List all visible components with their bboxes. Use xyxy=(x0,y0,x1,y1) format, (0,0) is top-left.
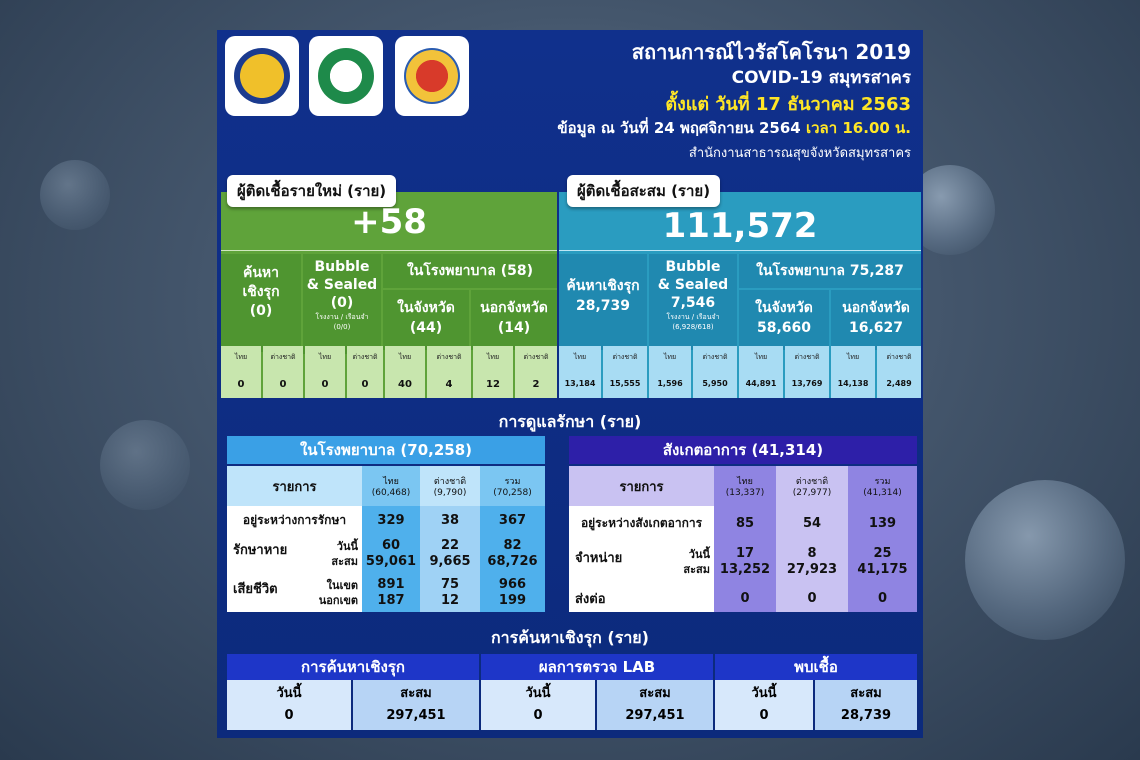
row3-in: 891 xyxy=(377,577,405,592)
row2-today: 22 xyxy=(440,538,460,553)
row3-in: 75 xyxy=(440,577,460,592)
new-in-province-value: (44) xyxy=(409,320,443,336)
cum-active-cell xyxy=(559,254,647,350)
header-subtitle: COVID-19 สมุทรสาคร xyxy=(731,68,911,88)
breakdown-value: 2,489 xyxy=(886,379,912,388)
new-breakdown-cell xyxy=(221,346,261,398)
observe-col-total xyxy=(848,466,917,506)
new-breakdown-cell xyxy=(305,346,345,398)
proactive-today-cell xyxy=(481,680,595,730)
col-foreign-label: ต่างชาติ xyxy=(795,477,829,487)
hospital-row3-total xyxy=(480,574,545,612)
hospital-col-item: รายการ xyxy=(227,466,362,506)
new-cases-label: ผู้ติดเชื้อรายใหม่ (ราย) xyxy=(227,175,396,207)
hospital-care-table xyxy=(227,466,545,612)
observe-care-title: สังเกตอาการ (41,314) xyxy=(569,436,917,464)
cum-bubble-cell xyxy=(649,254,737,350)
today-value: 0 xyxy=(284,708,294,723)
new-bubble-label1: Bubble xyxy=(314,259,370,275)
col-thai-label: ไทย xyxy=(383,477,399,487)
cum-breakdown-cell xyxy=(559,346,601,398)
ministry-of-public-health-icon xyxy=(318,48,374,104)
row2-today: 25 xyxy=(873,546,892,561)
proactive-group-2 xyxy=(715,654,917,730)
row2-sub1: วันนี้ xyxy=(336,540,358,553)
new-breakdown-cell xyxy=(473,346,513,398)
proactive-group-title: ผลการตรวจ LAB xyxy=(481,654,713,680)
samut-sakhon-ship-icon xyxy=(404,48,460,104)
hospital-col-thai xyxy=(362,466,420,506)
hospital-row1-thai: 329 xyxy=(362,506,420,534)
new-in-province-cell xyxy=(383,290,469,350)
breakdown-value: 0 xyxy=(321,379,329,390)
logo-ministry xyxy=(309,36,383,116)
new-bubble-cell xyxy=(303,254,381,354)
new-active-cell xyxy=(221,254,301,352)
infographic-panel xyxy=(217,30,923,738)
col-thai-sub: (13,337) xyxy=(725,488,765,498)
breakdown-value: 0 xyxy=(237,379,245,390)
col-thai-sub: (60,468) xyxy=(371,488,411,498)
data-time-text: เวลา 16.00 น. xyxy=(805,119,911,137)
breakdown-value: 44,891 xyxy=(745,379,777,388)
provincial-seal-icon xyxy=(234,48,290,104)
proactive-today-cell xyxy=(227,680,351,730)
hospital-care-title: ในโรงพยาบาล (70,258) xyxy=(227,436,545,464)
new-bubble-value: (0) xyxy=(330,295,354,311)
observe-care-table xyxy=(569,466,917,612)
breakdown-value: 13,769 xyxy=(791,379,823,388)
breakdown-label: ต่างชาติ xyxy=(352,353,378,361)
new-out-province-cell xyxy=(471,290,557,350)
new-out-province-label: นอกจังหวัด xyxy=(480,300,548,316)
today-value: 0 xyxy=(533,708,543,723)
breakdown-label: ต่างชาติ xyxy=(612,353,638,361)
breakdown-label: ต่างชาติ xyxy=(794,353,820,361)
cum-breakdown-cell xyxy=(649,346,691,398)
breakdown-value: 15,555 xyxy=(609,379,641,388)
proactive-today-cell xyxy=(715,680,813,730)
today-label: วันนี้ xyxy=(525,686,551,701)
observe-row2-total xyxy=(848,540,917,584)
cum-value: 297,451 xyxy=(625,708,685,723)
breakdown-value: 2 xyxy=(532,379,540,390)
breakdown-label: ไทย xyxy=(234,353,248,361)
cum-active-value: 28,739 xyxy=(575,298,631,314)
cum-out-province-value: 16,627 xyxy=(848,320,904,336)
cum-value: 28,739 xyxy=(840,708,892,723)
breakdown-label: ต่างชาติ xyxy=(523,353,549,361)
hospital-row3-label xyxy=(227,574,362,612)
cum-out-province-cell xyxy=(831,290,921,350)
row3-out: 187 xyxy=(377,593,405,608)
hospital-row2-label xyxy=(227,534,362,574)
new-breakdown-cell xyxy=(515,346,557,398)
row3-sub1: ในเขต xyxy=(326,579,358,592)
row2-cum: 9,665 xyxy=(429,554,471,569)
cum-breakdown-cell xyxy=(693,346,737,398)
row2-today: 8 xyxy=(807,546,817,561)
row2-sub2: สะสม xyxy=(683,563,710,576)
cumulative-divider xyxy=(559,250,921,251)
hospital-row2-total xyxy=(480,534,545,574)
breakdown-label: ไทย xyxy=(754,353,768,361)
observe-row1-thai: 85 xyxy=(714,506,776,540)
col-foreign-label: ต่างชาติ xyxy=(433,477,467,487)
observe-row1-total: 139 xyxy=(848,506,917,540)
hospital-row1-foreign: 38 xyxy=(420,506,480,534)
cum-bubble-sub: โรงงาน / เรือนจำ xyxy=(666,313,720,321)
hospital-row3-thai xyxy=(362,574,420,612)
cum-breakdown-cell xyxy=(877,346,921,398)
breakdown-label: ไทย xyxy=(663,353,677,361)
new-hospital-header: ในโรงพยาบาล (58) xyxy=(383,254,557,288)
cum-breakdown-cell xyxy=(785,346,829,398)
cum-bubble-value: 7,546 xyxy=(670,295,716,311)
breakdown-label: ไทย xyxy=(486,353,500,361)
logo-provincial-seal xyxy=(225,36,299,116)
new-active-value: (0) xyxy=(249,303,273,319)
breakdown-value: 0 xyxy=(279,379,287,390)
breakdown-label: ไทย xyxy=(398,353,412,361)
col-thai-label: ไทย xyxy=(737,477,753,487)
hospital-row1-label: อยู่ระหว่างการรักษา xyxy=(227,506,362,534)
proactive-group-1 xyxy=(481,654,713,730)
observe-row3-foreign: 0 xyxy=(776,584,848,612)
breakdown-value: 13,184 xyxy=(564,379,596,388)
col-total-sub: (41,314) xyxy=(863,488,902,498)
cum-in-province-cell xyxy=(739,290,829,350)
row2-main-label: รักษาหาย xyxy=(233,543,288,558)
cum-breakdown-cell xyxy=(603,346,647,398)
cum-bubble-sub-value: (6,928/618) xyxy=(672,323,714,331)
new-in-province-label: ในจังหวัด xyxy=(397,300,455,316)
row2-today: 60 xyxy=(381,538,401,553)
breakdown-value: 4 xyxy=(445,379,453,390)
row2-today: 82 xyxy=(503,538,522,553)
row2-cum: 68,726 xyxy=(487,554,538,569)
col-total-label: รวม xyxy=(874,477,891,487)
breakdown-label: ต่างชาติ xyxy=(702,353,728,361)
cum-label: สะสม xyxy=(400,686,432,701)
new-breakdown-cell xyxy=(427,346,471,398)
breakdown-value: 40 xyxy=(398,379,412,390)
cum-value: 297,451 xyxy=(386,708,446,723)
observe-col-foreign xyxy=(776,466,848,506)
hospital-row1-total: 367 xyxy=(480,506,545,534)
today-value: 0 xyxy=(759,708,769,723)
header-since-date: ตั้งแต่ วันที่ 17 ธันวาคม 2563 xyxy=(665,94,911,115)
breakdown-label: ต่างชาติ xyxy=(436,353,462,361)
observe-row1-foreign: 54 xyxy=(776,506,848,540)
observe-row2-thai xyxy=(714,540,776,584)
row2-sub1: วันนี้ xyxy=(688,548,710,561)
row2-main-label: จำหน่าย xyxy=(575,551,623,566)
today-label: วันนี้ xyxy=(276,686,302,701)
new-bubble-sub: โรงงาน / เรือนจำ xyxy=(315,313,369,321)
proactive-cum-cell xyxy=(815,680,917,730)
proactive-group-title: พบเชื้อ xyxy=(715,654,917,680)
new-breakdown-cell xyxy=(347,346,383,398)
header-data-date xyxy=(557,116,911,140)
cum-breakdown-cell xyxy=(831,346,875,398)
header-title: สถานการณ์ไวรัสโคโรนา 2019 xyxy=(631,40,911,64)
cumulative-total: 111,572 xyxy=(662,206,818,246)
observe-row2-foreign xyxy=(776,540,848,584)
new-active-label1: ค้นหา xyxy=(242,265,280,281)
breakdown-value: 0 xyxy=(361,379,369,390)
observe-row1-label: อยู่ระหว่างสังเกตอาการ xyxy=(569,506,714,540)
hospital-row3-foreign xyxy=(420,574,480,612)
row3-sub2: นอกเขต xyxy=(318,594,358,607)
row3-out: 199 xyxy=(498,593,527,608)
cum-hospital-header: ในโรงพยาบาล 75,287 xyxy=(739,254,921,288)
cum-breakdown-grid xyxy=(559,346,921,398)
cum-in-province-value: 58,660 xyxy=(756,320,812,336)
proactive-group-0 xyxy=(227,654,479,730)
breakdown-label: ไทย xyxy=(573,353,587,361)
proactive-cum-cell xyxy=(597,680,713,730)
row2-sub2: สะสม xyxy=(331,555,358,568)
breakdown-value: 5,950 xyxy=(702,379,728,388)
hospital-col-foreign xyxy=(420,466,480,506)
cum-label: สะสม xyxy=(850,686,882,701)
cum-bubble-label2: & Sealed xyxy=(657,277,729,293)
cum-out-province-label: นอกจังหวัด xyxy=(842,300,910,316)
virus-decoration xyxy=(40,160,110,230)
virus-decoration xyxy=(100,420,190,510)
hospital-col-total xyxy=(480,466,545,506)
new-active-label2: เชิงรุก xyxy=(242,284,280,300)
observe-row3-thai: 0 xyxy=(714,584,776,612)
breakdown-value: 1,596 xyxy=(657,379,683,388)
cum-breakdown-cell xyxy=(739,346,783,398)
new-cases-total: +58 xyxy=(351,202,427,242)
row3-out: 12 xyxy=(440,593,460,608)
cumulative-label: ผู้ติดเชื้อสะสม (ราย) xyxy=(567,175,720,207)
cum-active-label: ค้นหาเชิงรุก xyxy=(566,278,640,294)
proactive-cum-cell xyxy=(353,680,479,730)
observe-col-item: รายการ xyxy=(569,466,714,506)
breakdown-label: ต่างชาติ xyxy=(270,353,296,361)
row2-cum: 13,252 xyxy=(719,562,771,577)
row2-cum: 59,061 xyxy=(365,554,417,569)
observe-col-thai xyxy=(714,466,776,506)
cum-bubble-label1: Bubble xyxy=(665,259,721,275)
breakdown-value: 14,138 xyxy=(837,379,869,388)
new-bubble-label2: & Sealed xyxy=(306,277,378,293)
header-office: สำนักงานสาธารณสุขจังหวัดสมุทรสาคร xyxy=(688,146,911,161)
row3-main-label: เสียชีวิต xyxy=(233,582,278,597)
hospital-row2-thai xyxy=(362,534,420,574)
observe-row3-label: ส่งต่อ xyxy=(569,584,714,612)
virus-decoration xyxy=(965,480,1125,640)
cum-in-province-label: ในจังหวัด xyxy=(755,300,813,316)
cum-label: สะสม xyxy=(639,686,671,701)
new-cases-divider xyxy=(221,250,557,251)
care-section-title: การดูแลรักษา (ราย) xyxy=(498,412,642,431)
breakdown-label: ต่างชาติ xyxy=(886,353,912,361)
new-breakdown-cell xyxy=(385,346,425,398)
col-foreign-sub: (27,977) xyxy=(792,488,832,498)
observe-row2-label xyxy=(569,540,714,584)
today-label: วันนี้ xyxy=(751,686,777,701)
new-breakdown-grid xyxy=(221,346,557,398)
new-bubble-sub-value: (0/0) xyxy=(333,323,351,331)
proactive-group-title: การค้นหาเชิงรุก xyxy=(227,654,479,680)
proactive-section-title: การค้นหาเชิงรุก (ราย) xyxy=(490,628,649,647)
breakdown-label: ไทย xyxy=(318,353,332,361)
col-foreign-sub: (9,790) xyxy=(433,488,467,498)
breakdown-label: ไทย xyxy=(846,353,860,361)
row2-today: 17 xyxy=(735,546,755,561)
observe-row3-total: 0 xyxy=(848,584,917,612)
data-date-text: ข้อมูล ณ วันที่ 24 พฤศจิกายน 2564 xyxy=(557,119,801,137)
new-breakdown-cell xyxy=(263,346,303,398)
breakdown-value: 12 xyxy=(486,379,500,390)
row2-cum: 27,923 xyxy=(786,562,838,577)
logo-samut-sakhon xyxy=(395,36,469,116)
col-total-sub: (70,258) xyxy=(493,488,532,498)
col-total-label: รวม xyxy=(504,477,521,487)
row3-in: 966 xyxy=(498,577,527,592)
new-out-province-value: (14) xyxy=(497,320,531,336)
row2-cum: 41,175 xyxy=(857,562,908,577)
hospital-row2-foreign xyxy=(420,534,480,574)
